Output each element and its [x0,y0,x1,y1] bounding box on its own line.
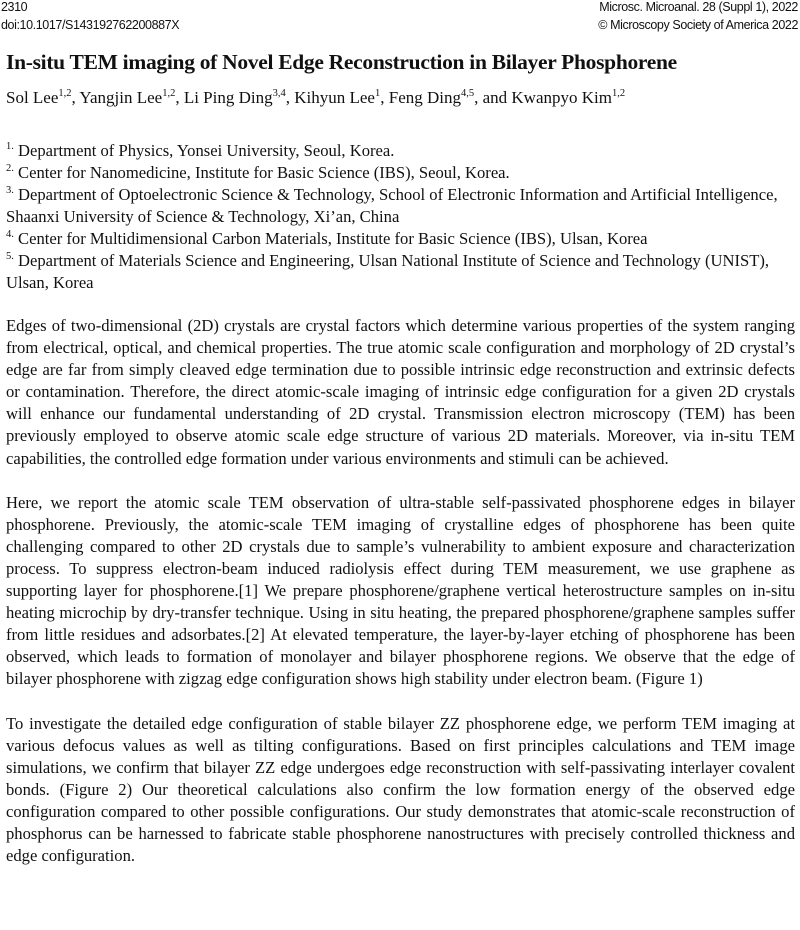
affiliation: $^{2.}$ Center for Nanomedicine, Institute for Basic Science (IBS), Seoul, Korea. [6,163,510,182]
affiliation: $^{3.}$ Department of Optoelectronic Science & Technology, School of Electronic Information and Artificial Intelligence, Shaanxi University of Science & Technology, Xi’an, China [6,185,778,226]
page-number: 2310 [1,0,28,14]
header-right [598,0,798,34]
paragraph: To investigate the detailed edge configuration of stable bilayer ZZ phosphorene edge, we perform TEM imaging at various defocus values as well as tilting configurations. Based on first principles calculations and TEM image simulations, we confirm that bilayer ZZ edge undergoes edge reconstruction with self-passivating interlayer covalent bonds. (Figure 2) Our theoretical calculations also confirm the low formation energy of the observed edge configuration compared to other possible configurations. Our study demonstrates that atomic-scale reconstruction of phosphorus can be harnessed to fabricate stable phosphorene nanostructures with precisely controlled thickness and edge configuration. [6,713,795,866]
author: Kwanpyo Kim$^{1,2}$ [511,88,626,107]
affiliation: $^{4.}$ Center for Multidimensional Carbon Materials, Institute for Basic Science (IBS), Ulsan, Korea [6,229,648,248]
abstract-body [6,315,795,889]
author: Sol Lee$^{1,2}$, [6,88,80,107]
author: Li Ping Ding$^{3,4}$, [183,88,295,107]
affiliation: $^{1.}$ Department of Physics, Yonsei University, Seoul, Korea. [6,141,395,160]
paragraph: Here, we report the atomic scale TEM observation of ultra-stable self-passivated phosphorene edges in bilayer phosphorene. Previously, the atomic-scale TEM imaging of crystalline edges of phosphorene has been quite challenging compared to other 2D crystals due to sample’s vulnerability to ambient exposure and characterization process. To suppress electron-beam induced radiolysis effect during TEM measurement, we use graphene as supporting layer for phosphorene.[1] We prepare phosphorene/graphene vertical heterostructure samples on in-situ heating microchip by dry-transfer technique. Using in situ heating, the prepared phosphorene/graphene samples suffer from little residues and adsorbates.[2] At elevated temperature, the layer-by-layer etching of phosphorene has been observed, which leads to formation of monolayer and bilayer phosphorene regions. We observe that the edge of bilayer phosphorene with zigzag edge configuration shows high stability under electron beam. (Figure 1) [6,492,795,689]
author-list [6,88,625,108]
copyright: © Microscopy Society of America 2022 [598,18,798,32]
author: Kihyun Lee$^1$, [294,88,389,107]
author: Feng Ding$^{4,5}$, and [388,88,512,107]
paragraph: Edges of two-dimensional (2D) crystals are crystal factors which determine various properties of the system ranging from electrical, optical, and chemical properties. The true atomic scale configuration and morphology of 2D crystal’s edge are far from simply cleaved edge termination due to possible intrinsic edge reconstruction and extrinsic defects or contamination. Therefore, the direct atomic-scale imaging of intrinsic edge configuration for a given 2D crystals will enhance our fundamental understanding of 2D crystal. Transmission electron microscopy (TEM) has been previously employed to observe atomic scale edge structure of various 2D materials. Moreover, via in-situ TEM capabilities, the controlled edge formation under various environments and stimuli can be achieved. [6,316,795,468]
author: Yangjin Lee$^{1,2}$, [79,88,184,107]
paper-title: In-situ TEM imaging of Novel Edge Reconstruction in Bilayer Phosphorene [6,50,677,74]
journal-citation: Microsc. Microanal. 28 (Suppl 1), 2022 [599,0,798,14]
affiliations [6,140,796,294]
header-left [1,0,179,34]
affiliation: $^{5.}$ Department of Materials Science and Engineering, Ulsan National Institute of Science and Technology (UNIST), Ulsan, Korea [6,251,770,292]
doi: doi:10.1017/S143192762200887X [1,18,180,32]
